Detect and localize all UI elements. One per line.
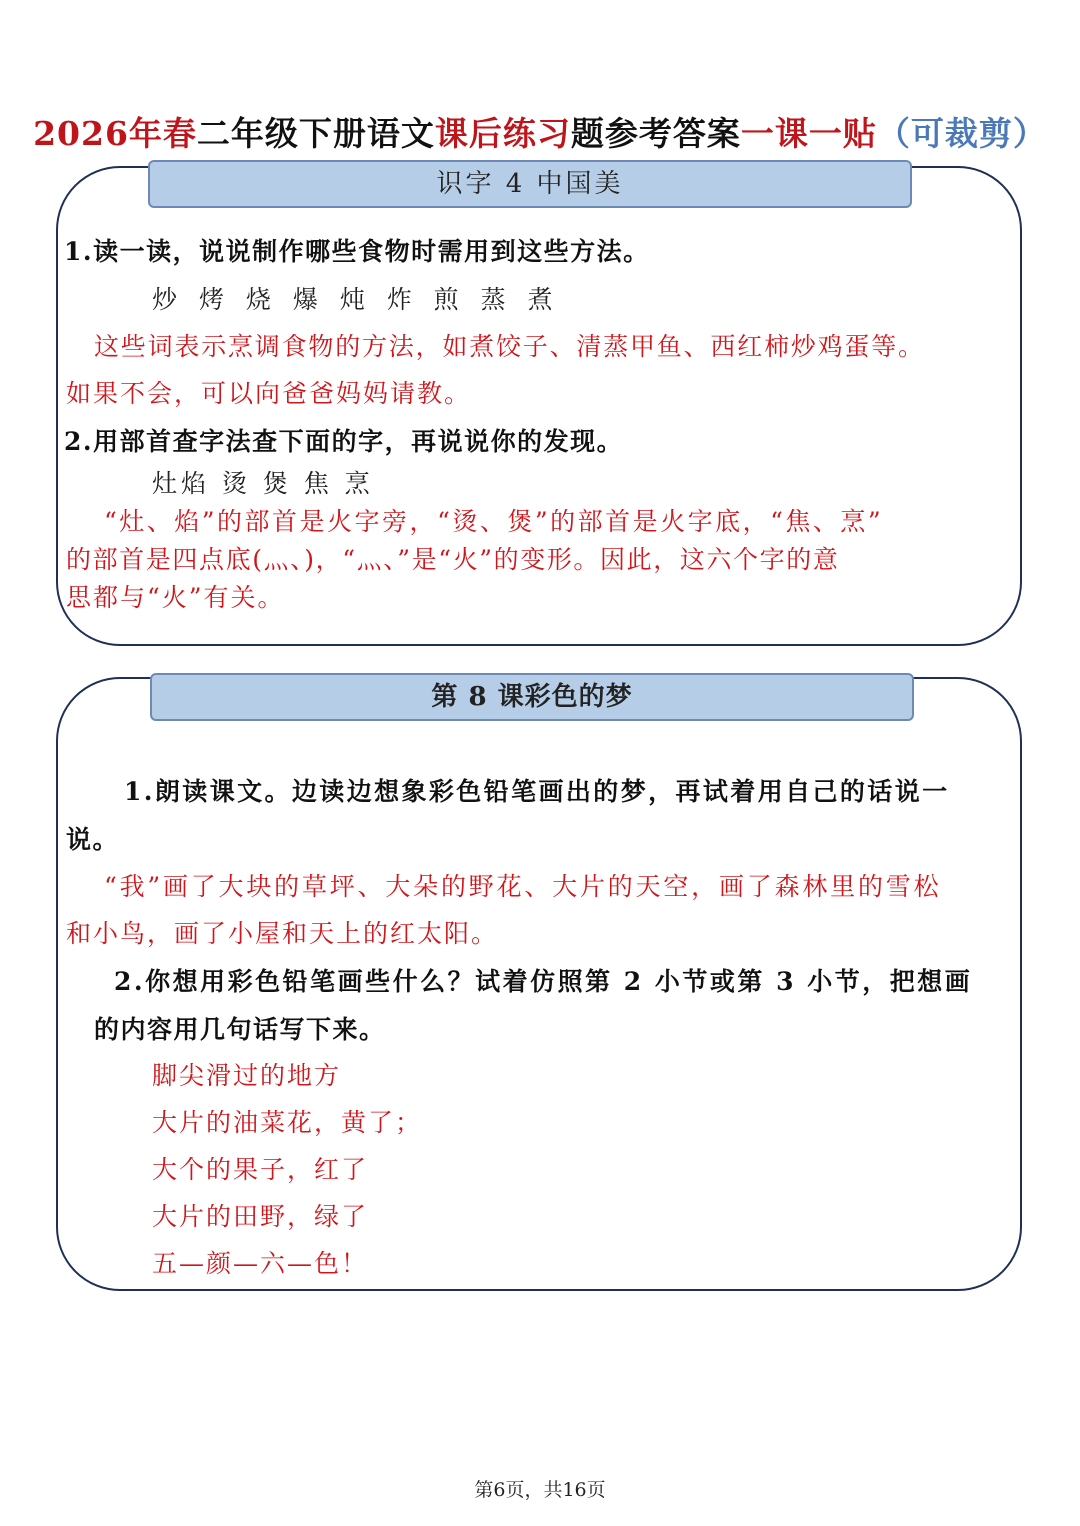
question-1: 1.读一读，说说制作哪些食物时需用到这些方法。 [64, 237, 650, 266]
title-grade: 二年级下册语文 [196, 114, 435, 153]
answer-2-line-2: 的部首是四点底(灬、)，“灬、”是“火”的变形。因此，这六个字的意 [66, 545, 840, 574]
question-4-line-2: 的内容用几句话写下来。 [94, 1015, 386, 1044]
title-answers: 题参考答案 [570, 114, 741, 153]
poem-line: 大片的田野，绿了 [152, 1202, 369, 1231]
answer-1-line-1: 这些词表示烹调食物的方法，如煮饺子、清蒸甲鱼、西红柿炒鸡蛋等。 [94, 332, 925, 361]
poem-line: 大片的油菜花，黄了； [152, 1108, 423, 1137]
title-exercise: 课后练习 [434, 114, 571, 153]
answer-2-line-1: “灶、焰”的部首是火字旁，“烫、煲”的部首是火字底，“焦、烹” [104, 507, 884, 536]
cooking-characters: 炒 烤 烧 爆 炖 炸 煎 蒸 煮 [152, 285, 560, 314]
title-year: 2026年春 [33, 114, 197, 153]
answer-1-line-2: 如果不会，可以向爸爸妈妈请教。 [66, 379, 472, 408]
answer-3-line-2: 和小鸟，画了小屋和天上的红太阳。 [66, 919, 499, 948]
answer-2-line-3: 思都与“火”有关。 [66, 583, 285, 612]
fire-characters: 灶焰 烫 煲 焦 烹 [152, 469, 374, 498]
lesson-banner-2: 第 8 课彩色的梦 [150, 673, 914, 721]
answer-3-line-1: “我”画了大块的草坪、大朵的野花、大片的天空，画了森林里的雪松 [104, 872, 942, 901]
question-4-line-1: 2.你想用彩色铅笔画些什么？试着仿照第 2 小节或第 3 小节，把想画 [114, 967, 973, 996]
question-2: 2.用部首查字法查下面的字，再说说你的发现。 [64, 427, 624, 456]
title-one-lesson: 一课一贴 [740, 114, 877, 153]
question-3-line-2: 说。 [66, 825, 120, 854]
poem-line: 大个的果子，红了 [152, 1155, 369, 1184]
title-croppable: （可裁剪） [876, 114, 1047, 153]
poem-line: 五—颜—六—色！ [152, 1249, 369, 1278]
question-3-line-1: 1.朗读课文。边读边想象彩色铅笔画出的梦，再试着用自己的话说一 [124, 777, 950, 806]
lesson-banner-1: 识字 4 中国美 [148, 160, 912, 208]
page-number: 第6页，共16页 [474, 1479, 606, 1501]
page-title [0, 108, 1080, 155]
poem-line: 脚尖滑过的地方 [152, 1061, 342, 1090]
